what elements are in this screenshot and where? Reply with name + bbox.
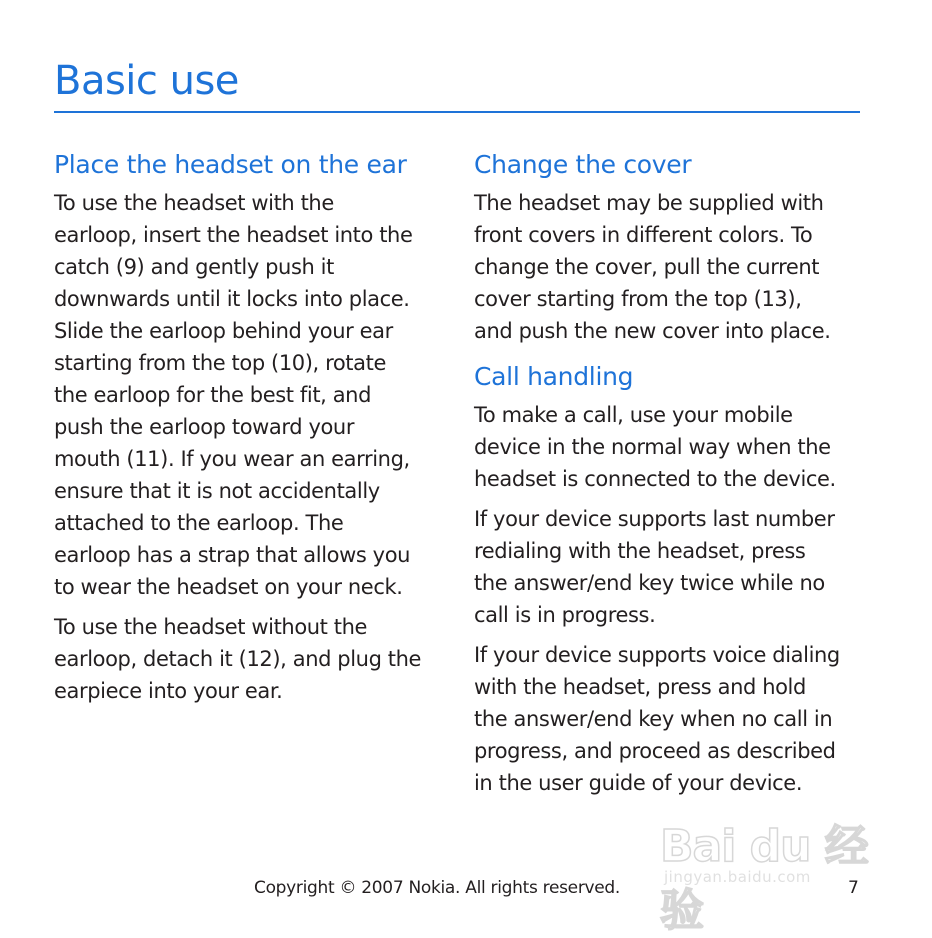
text-line: the earloop for the best fit, and xyxy=(54,383,372,407)
left-column xyxy=(54,143,449,715)
paragraph xyxy=(474,639,869,799)
text-line: The headset may be supplied with xyxy=(474,191,824,215)
text-line: attached to the earloop. The xyxy=(54,511,344,535)
text-line: cover starting from the top (13), xyxy=(474,287,802,311)
text-line: downwards until it locks into place. xyxy=(54,287,410,311)
text-line: If your device supports voice dialing xyxy=(474,643,840,667)
text-line: push the earloop toward your xyxy=(54,415,355,439)
text-line: and push the new cover into place. xyxy=(474,319,831,343)
right-column xyxy=(474,143,869,807)
text-line: To use the headset with the xyxy=(54,191,334,215)
page-number: 7 xyxy=(848,878,859,898)
text-line: If your device supports last number xyxy=(474,507,835,531)
paragraph xyxy=(474,399,869,495)
text-line: change the cover, pull the current xyxy=(474,255,820,279)
section-heading-call-handling: Call handling xyxy=(474,362,634,391)
baidu-watermark xyxy=(660,810,880,936)
text-line: the answer/end key when no call in xyxy=(474,707,833,731)
text-line: Slide the earloop behind your ear xyxy=(54,319,393,343)
section-heading-place-headset: Place the headset on the ear xyxy=(54,150,407,179)
text-line: To make a call, use your mobile xyxy=(474,403,793,427)
text-line: mouth (11). If you wear an earring, xyxy=(54,447,410,471)
text-line: front covers in different colors. To xyxy=(474,223,813,247)
text-line: device in the normal way when the xyxy=(474,435,831,459)
paragraph xyxy=(474,503,869,631)
text-line: To use the headset without the xyxy=(54,615,368,639)
section-heading-change-cover: Change the cover xyxy=(474,150,692,179)
text-line: in the user guide of your device. xyxy=(474,771,803,795)
text-line: progress, and proceed as described xyxy=(474,739,836,763)
text-line: earloop, detach it (12), and plug the xyxy=(54,647,422,671)
text-line: earloop has a strap that allows you xyxy=(54,543,411,567)
paragraph xyxy=(474,187,869,347)
text-line: call is in progress. xyxy=(474,603,656,627)
text-line: with the headset, press and hold xyxy=(474,675,806,699)
watermark-url: jingyan.baidu.com xyxy=(664,868,811,886)
watermark-logo: Bai du 经验 xyxy=(660,821,868,936)
paragraph xyxy=(54,611,449,707)
text-line: redialing with the headset, press xyxy=(474,539,806,563)
text-line: earpiece into your ear. xyxy=(54,679,283,703)
text-line: headset is connected to the device. xyxy=(474,467,836,491)
text-line: starting from the top (10), rotate xyxy=(54,351,386,375)
title-divider xyxy=(54,111,860,113)
text-line: ensure that it is not accidentally xyxy=(54,479,380,503)
text-line: to wear the headset on your neck. xyxy=(54,575,403,599)
page-title: Basic use xyxy=(54,58,239,104)
text-line: the answer/end key twice while no xyxy=(474,571,825,595)
paragraph xyxy=(54,187,449,603)
text-line: catch (9) and gently push it xyxy=(54,255,334,279)
footer-copyright: Copyright © 2007 Nokia. All rights reserved. xyxy=(254,878,621,898)
text-line: earloop, insert the headset into the xyxy=(54,223,413,247)
